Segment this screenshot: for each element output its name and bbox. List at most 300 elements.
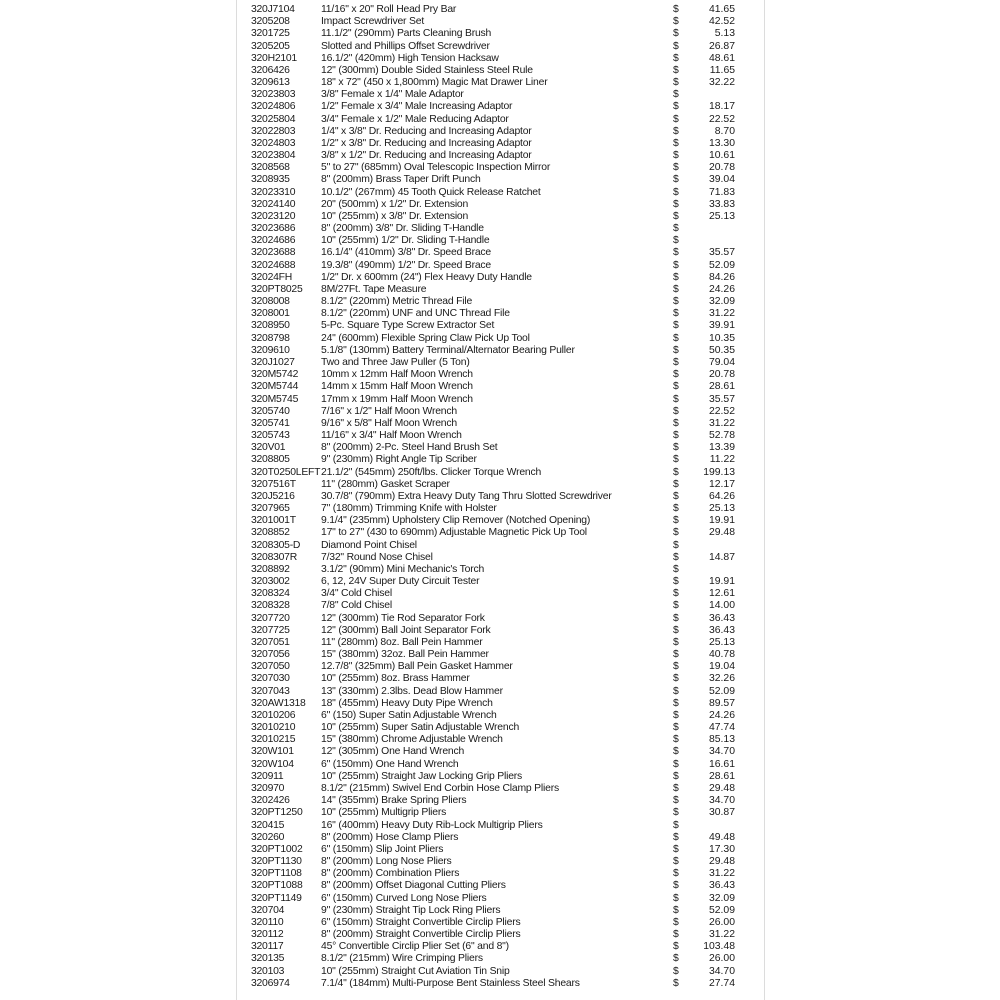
item-description: 8" (200mm) Combination Pliers (321, 868, 460, 880)
item-description: 8" (200mm) Brass Taper Drift Punch (321, 174, 481, 186)
list-item (251, 114, 761, 126)
item-description: 8" (200mm) 2-Pc. Steel Hand Brush Set (321, 442, 498, 454)
part-number: 3207720 (251, 612, 290, 624)
item-price: 33.83 (708, 198, 735, 210)
currency-symbol: $ (673, 52, 679, 64)
list-item (251, 381, 761, 393)
currency-symbol: $ (673, 941, 679, 953)
item-price: 25.13 (708, 210, 735, 222)
part-number: 320704 (251, 904, 285, 916)
item-price: 52.78 (708, 430, 735, 442)
list-item (251, 527, 761, 539)
item-price: 11.65 (709, 64, 735, 76)
item-price: 199.13 (703, 466, 735, 478)
part-number: 3208892 (251, 563, 290, 575)
currency-symbol: $ (673, 576, 679, 588)
item-description: 3/4" Cold Chisel (321, 588, 392, 600)
item-price: 42.52 (708, 16, 735, 28)
currency-symbol: $ (673, 320, 679, 332)
part-number: 3205208 (251, 16, 290, 28)
part-number: 320J7104 (251, 4, 295, 15)
item-description: Two and Three Jaw Puller (5 Ton) (321, 356, 470, 368)
item-description: 7/16" x 1/2" Half Moon Wrench (321, 405, 457, 417)
list-item (251, 223, 761, 235)
currency-symbol: $ (673, 685, 679, 697)
item-description: 15" (380mm) 32oz. Ball Pein Hammer (321, 649, 489, 661)
item-description: 14mm x 15mm Half Moon Wrench (321, 381, 473, 393)
item-price: 22.52 (708, 405, 735, 417)
currency-symbol: $ (673, 247, 679, 259)
item-description: 1/4" x 3/8" Dr. Reducing and Increasing Adaptor (321, 125, 532, 137)
currency-symbol: $ (673, 758, 679, 770)
currency-symbol: $ (673, 831, 679, 843)
currency-symbol: $ (673, 722, 679, 734)
item-description: 7/8" Cold Chisel (321, 600, 392, 612)
currency-symbol: $ (673, 783, 679, 794)
item-description: 6" (150) Super Satin Adjustable Wrench (321, 709, 497, 721)
item-price: 49.48 (708, 831, 735, 843)
list-item (251, 880, 761, 892)
item-price: 12.61 (708, 588, 735, 600)
item-description: 10" (255mm) Multigrip Pliers (321, 807, 447, 819)
list-item (251, 247, 761, 259)
part-number: 3209613 (251, 77, 290, 89)
item-description: 18" (455mm) Heavy Duty Pipe Wrench (321, 697, 493, 709)
part-number: 320M5745 (251, 393, 299, 405)
item-price: 34.70 (708, 795, 735, 807)
currency-symbol: $ (673, 746, 679, 758)
item-description: 7/32" Round Nose Chisel (321, 551, 433, 563)
price-list-page (236, 0, 765, 1000)
currency-symbol: $ (673, 198, 679, 210)
currency-symbol: $ (673, 661, 679, 673)
part-number: 32023120 (251, 210, 296, 222)
item-price: 36.43 (708, 624, 735, 636)
list-item (251, 174, 761, 186)
item-description: 9.1/4" (235mm) Upholstery Clip Remover (Notched Opening) (321, 515, 591, 527)
part-number: 3208307R (251, 551, 297, 563)
currency-symbol: $ (673, 308, 679, 320)
item-price: 22.52 (708, 113, 735, 125)
part-number: 320AW1318 (251, 697, 306, 709)
part-number: 3207725 (251, 624, 290, 636)
list-item (251, 917, 761, 929)
part-number: 320117 (251, 941, 284, 953)
item-description: 12" (300mm) Double Sided Stainless Steel Rule (321, 64, 533, 76)
item-description: 13" (330mm) 2.3lbs. Dead Blow Hammer (321, 685, 503, 697)
list-item (251, 454, 761, 466)
currency-symbol: $ (673, 186, 679, 198)
part-number: 32022803 (251, 125, 296, 137)
item-description: 8.1/2" (220mm) Metric Thread File (321, 296, 473, 308)
list-item (251, 296, 761, 308)
item-price: 41.65 (708, 4, 735, 15)
item-description: 10" (255mm) Super Satin Adjustable Wrench (321, 722, 520, 734)
part-number: 32024806 (251, 101, 296, 113)
part-number: 3208852 (251, 527, 290, 539)
item-description: 11" (280mm) Gasket Scraper (321, 478, 450, 490)
list-item (251, 613, 761, 625)
list-item (251, 820, 761, 832)
part-number: 32024FH (251, 271, 292, 283)
part-number: 3205740 (251, 405, 290, 417)
list-item (251, 698, 761, 710)
part-number: 320970 (251, 783, 285, 794)
item-price: 24.26 (708, 283, 735, 295)
item-price: 52.09 (708, 685, 735, 697)
currency-symbol: $ (673, 101, 679, 113)
list-item (251, 771, 761, 783)
list-item (251, 503, 761, 515)
item-description: 6" (150mm) Straight Convertible Circlip Pliers (321, 916, 521, 928)
part-number: 3208935 (251, 174, 290, 186)
currency-symbol: $ (673, 734, 679, 746)
list-item (251, 89, 761, 101)
part-number: 32023310 (251, 186, 296, 198)
list-item (251, 308, 761, 320)
list-item (251, 479, 761, 491)
list-item (251, 357, 761, 369)
list-item (251, 795, 761, 807)
list-item (251, 284, 761, 296)
list-item (251, 442, 761, 454)
currency-symbol: $ (673, 296, 679, 308)
part-number: 3207050 (251, 661, 290, 673)
item-price: 40.78 (708, 649, 735, 661)
item-price: 52.09 (708, 904, 735, 916)
list-item (251, 101, 761, 113)
currency-symbol: $ (673, 551, 679, 563)
item-description: 6" (150mm) One Hand Wrench (321, 758, 459, 770)
currency-symbol: $ (673, 819, 679, 831)
item-price: 19.91 (708, 515, 735, 527)
part-number: 3201001T (251, 515, 296, 527)
currency-symbol: $ (673, 588, 679, 600)
list-item (251, 552, 761, 564)
item-price: 50.35 (708, 344, 735, 356)
part-number: 3208798 (251, 332, 290, 344)
part-number: 3208324 (251, 588, 290, 600)
item-price: 52.09 (708, 259, 735, 271)
item-description: 16" (400mm) Heavy Duty Rib-Lock Multigrip Pliers (321, 819, 543, 831)
currency-symbol: $ (673, 527, 679, 539)
list-item (251, 759, 761, 771)
item-description: 12" (300mm) Ball Joint Separator Fork (321, 624, 491, 636)
currency-symbol: $ (673, 539, 679, 551)
currency-symbol: $ (673, 223, 679, 235)
item-description: 17" to 27" (430 to 690mm) Adjustable Magnetic Pick Up Tool (321, 527, 587, 539)
currency-symbol: $ (673, 916, 679, 928)
part-number: 3207965 (251, 503, 290, 515)
list-item (251, 16, 761, 28)
item-description: 3.1/2" (90mm) Mini Mechanic's Torch (321, 563, 485, 575)
part-number: 320W101 (251, 746, 294, 758)
item-price: 71.83 (708, 186, 735, 198)
item-price: 64.26 (708, 490, 735, 502)
currency-symbol: $ (673, 393, 679, 405)
item-price: 39.04 (708, 174, 735, 186)
item-price: 19.04 (708, 661, 735, 673)
part-number: 3205743 (251, 430, 290, 442)
item-price: 17.30 (708, 843, 735, 855)
item-description: 9" (230mm) Right Angle Tip Scriber (321, 454, 477, 466)
list-item (251, 783, 761, 795)
currency-symbol: $ (673, 332, 679, 344)
item-description: 3/8" Female x 1/4" Male Adaptor (321, 89, 464, 101)
item-description: 10.1/2" (267mm) 45 Tooth Quick Release Ratchet (321, 186, 541, 198)
item-description: 10" (255mm) x 3/8" Dr. Extension (321, 210, 469, 222)
currency-symbol: $ (673, 235, 679, 247)
item-price: 32.09 (708, 892, 735, 904)
item-description: 6" (150mm) Curved Long Nose Pliers (321, 892, 487, 904)
currency-symbol: $ (673, 807, 679, 819)
item-price: 24.26 (708, 709, 735, 721)
part-number: 320M5742 (251, 369, 299, 381)
part-number: 320J5216 (251, 490, 295, 502)
list-item (251, 138, 761, 150)
list-item (251, 844, 761, 856)
currency-symbol: $ (673, 868, 679, 880)
item-price: 35.57 (708, 393, 735, 405)
part-number: 320J1027 (251, 356, 295, 368)
list-item (251, 978, 761, 990)
currency-symbol: $ (673, 64, 679, 76)
part-number: 32023804 (251, 150, 296, 162)
list-item (251, 649, 761, 661)
item-description: 10" (255mm) 8oz. Brass Hammer (321, 673, 470, 685)
item-price: 20.78 (708, 369, 735, 381)
item-description: 8.1/2" (220mm) UNF and UNC Thread File (321, 308, 510, 320)
list-item (251, 162, 761, 174)
item-price: 89.57 (708, 697, 735, 709)
list-item (251, 588, 761, 600)
item-price: 29.48 (708, 856, 735, 868)
currency-symbol: $ (673, 795, 679, 807)
item-price: 18.17 (708, 101, 735, 113)
item-description: 8" (200mm) Hose Clamp Pliers (321, 831, 459, 843)
list-item (251, 746, 761, 758)
part-number: 320M5744 (251, 381, 299, 393)
item-description: 9" (230mm) Straight Tip Lock Ring Pliers (321, 904, 501, 916)
currency-symbol: $ (673, 636, 679, 648)
currency-symbol: $ (673, 612, 679, 624)
item-description: 15" (380mm) Chrome Adjustable Wrench (321, 734, 503, 746)
list-item (251, 686, 761, 698)
part-number: 32023688 (251, 247, 296, 259)
part-number: 3207043 (251, 685, 290, 697)
currency-symbol: $ (673, 563, 679, 575)
item-price: 5.13 (714, 28, 735, 40)
list-item (251, 868, 761, 880)
item-description: 12" (305mm) One Hand Wrench (321, 746, 465, 758)
item-description: 8.1/2" (215mm) Swivel End Corbin Hose Clamp Pliers (321, 783, 559, 794)
item-description: 12.7/8" (325mm) Ball Pein Gasket Hammer (321, 661, 513, 673)
item-description: 16.1/4" (410mm) 3/8" Dr. Speed Brace (321, 247, 491, 259)
part-number: 320PT1088 (251, 880, 303, 892)
currency-symbol: $ (673, 356, 679, 368)
list-item (251, 418, 761, 430)
part-number: 3207051 (251, 636, 290, 648)
item-description: 45° Convertible Circlip Plier Set (6" and 8") (321, 941, 509, 953)
part-number: 320135 (251, 953, 285, 965)
item-description: 7.1/4" (184mm) Multi-Purpose Bent Stainless Steel Shears (321, 977, 580, 989)
currency-symbol: $ (673, 381, 679, 393)
part-number: 32010210 (251, 722, 296, 734)
list-item (251, 929, 761, 941)
currency-symbol: $ (673, 28, 679, 40)
part-number: 320260 (251, 831, 285, 843)
item-price: 13.30 (708, 137, 735, 149)
currency-symbol: $ (673, 709, 679, 721)
currency-symbol: $ (673, 4, 679, 15)
currency-symbol: $ (673, 515, 679, 527)
item-price: 47.74 (708, 722, 735, 734)
part-number: 3207056 (251, 649, 290, 661)
currency-symbol: $ (673, 649, 679, 661)
list-item (251, 856, 761, 868)
currency-symbol: $ (673, 965, 679, 977)
list-item (251, 65, 761, 77)
item-price: 26.00 (708, 916, 735, 928)
part-number: 320PT1149 (251, 892, 302, 904)
currency-symbol: $ (673, 697, 679, 709)
item-description: 10" (255mm) 1/2" Dr. Sliding T-Handle (321, 235, 490, 247)
currency-symbol: $ (673, 417, 679, 429)
part-number: 32024688 (251, 259, 296, 271)
currency-symbol: $ (673, 162, 679, 174)
currency-symbol: $ (673, 16, 679, 28)
item-price: 31.22 (708, 417, 735, 429)
currency-symbol: $ (673, 977, 679, 989)
currency-symbol: $ (673, 137, 679, 149)
list-item (251, 515, 761, 527)
item-description: 19.3/8" (490mm) 1/2" Dr. Speed Brace (321, 259, 491, 271)
list-item (251, 211, 761, 223)
item-description: 8" (200mm) Offset Diagonal Cutting Pliers (321, 880, 506, 892)
item-description: 1/2" Dr. x 600mm (24") Flex Heavy Duty Handle (321, 271, 532, 283)
item-price: 28.61 (708, 770, 735, 782)
item-price: 32.09 (708, 296, 735, 308)
item-description: 1/2" x 3/8" Dr. Reducing and Increasing Adaptor (321, 137, 532, 149)
currency-symbol: $ (673, 405, 679, 417)
list-item (251, 126, 761, 138)
part-number: 32023803 (251, 89, 296, 101)
part-number: 3206974 (251, 977, 290, 989)
part-number: 3208950 (251, 320, 290, 332)
part-number: 32010206 (251, 709, 296, 721)
list-item (251, 369, 761, 381)
item-price: 36.43 (708, 612, 735, 624)
item-price: 10.61 (708, 150, 735, 162)
item-description: 3/8" x 1/2" Dr. Reducing and Increasing Adaptor (321, 150, 532, 162)
item-description: 7" (180mm) Trimming Knife with Holster (321, 503, 497, 515)
list-item (251, 394, 761, 406)
item-description: 10" (255mm) Straight Cut Aviation Tin Snip (321, 965, 510, 977)
price-list (251, 4, 761, 990)
item-price: 28.61 (708, 381, 735, 393)
item-price: 32.22 (708, 77, 735, 89)
currency-symbol: $ (673, 259, 679, 271)
part-number: 3202426 (251, 795, 290, 807)
item-price: 10.35 (708, 332, 735, 344)
list-item (251, 406, 761, 418)
part-number: 32024686 (251, 235, 296, 247)
part-number: 32025804 (251, 113, 296, 125)
item-price: 19.91 (708, 576, 735, 588)
list-item (251, 661, 761, 673)
part-number: 3209610 (251, 344, 290, 356)
list-item (251, 637, 761, 649)
currency-symbol: $ (673, 77, 679, 89)
part-number: 320T0250LEFT (251, 466, 321, 478)
currency-symbol: $ (673, 271, 679, 283)
part-number: 32010215 (251, 734, 296, 746)
item-price: 36.43 (708, 880, 735, 892)
currency-symbol: $ (673, 125, 679, 137)
item-description: 5-Pc. Square Type Screw Extractor Set (321, 320, 495, 332)
list-item (251, 966, 761, 978)
list-item (251, 832, 761, 844)
currency-symbol: $ (673, 210, 679, 222)
item-price: 20.78 (708, 162, 735, 174)
item-description: 6, 12, 24V Super Duty Circuit Tester (321, 576, 480, 588)
part-number: 3208305-D (251, 539, 301, 551)
item-price: 31.22 (708, 929, 735, 941)
item-price: 14.00 (708, 600, 735, 612)
item-price: 30.87 (708, 807, 735, 819)
list-item (251, 320, 761, 332)
item-description: 8" (200mm) Straight Convertible Circlip Pliers (321, 929, 521, 941)
part-number: 3205741 (251, 417, 290, 429)
list-item (251, 600, 761, 612)
item-price: 25.13 (708, 503, 735, 515)
item-price: 26.00 (708, 953, 735, 965)
currency-symbol: $ (673, 113, 679, 125)
item-price: 8.70 (714, 125, 735, 137)
item-description: 11/16" x 20" Roll Head Pry Bar (321, 4, 457, 15)
part-number: 3207516T (251, 478, 296, 490)
item-description: 6" (150mm) Slip Joint Pliers (321, 843, 444, 855)
currency-symbol: $ (673, 673, 679, 685)
part-number: 3208008 (251, 296, 290, 308)
item-price: 35.57 (708, 247, 735, 259)
item-description: 30.7/8" (790mm) Extra Heavy Duty Tang Thru Slotted Screwdriver (321, 490, 612, 502)
currency-symbol: $ (673, 843, 679, 855)
item-description: 11/16" x 3/4" Half Moon Wrench (321, 430, 462, 442)
currency-symbol: $ (673, 624, 679, 636)
list-item (251, 272, 761, 284)
item-description: 14" (355mm) Brake Spring Pliers (321, 795, 467, 807)
part-number: 3207030 (251, 673, 290, 685)
list-item (251, 199, 761, 211)
currency-symbol: $ (673, 904, 679, 916)
currency-symbol: $ (673, 503, 679, 515)
list-item (251, 430, 761, 442)
currency-symbol: $ (673, 442, 679, 454)
item-price: 79.04 (708, 356, 735, 368)
currency-symbol: $ (673, 283, 679, 295)
currency-symbol: $ (673, 892, 679, 904)
item-description: 5.1/8" (130mm) Battery Terminal/Alternator Bearing Puller (321, 344, 575, 356)
item-price: 26.87 (708, 40, 735, 52)
part-number: 3208568 (251, 162, 290, 174)
list-item (251, 187, 761, 199)
item-price: 48.61 (708, 52, 735, 64)
list-item (251, 893, 761, 905)
list-item (251, 235, 761, 247)
part-number: 320PT1130 (251, 856, 302, 868)
currency-symbol: $ (673, 490, 679, 502)
